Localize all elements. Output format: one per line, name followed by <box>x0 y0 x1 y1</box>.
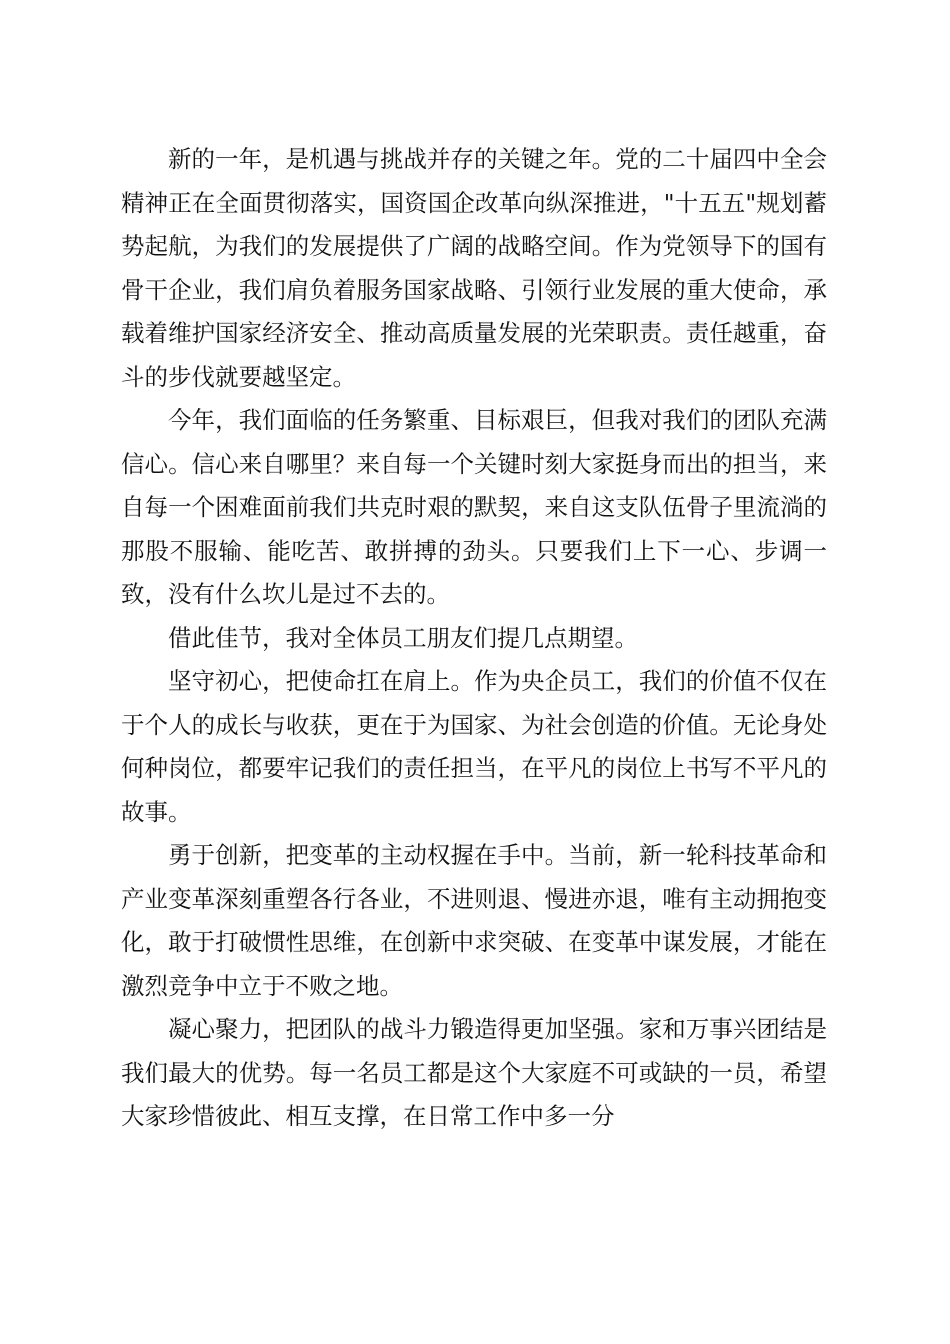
paragraph-5: 勇于创新，把变革的主动权握在手中。当前，新一轮科技革命和产业变革深刻重塑各行各业，不进则退、慢进亦退，唯有主动拥抱变化，敢于打破惯性思维，在创新中求突破、在变革中谋发展，才能在激烈竞争中立于不败之地。 <box>121 841 827 1000</box>
paragraph-4: 坚守初心，把使命扛在肩上。作为央企员工，我们的价值不仅在于个人的成长与收获，更在于为国家、为社会创造的价值。无论身处何种岗位，都要牢记我们的责任担当，在平凡的岗位上书写不平凡的故事。 <box>121 667 827 826</box>
paragraph-2: 今年，我们面临的任务繁重、目标艰巨，但我对我们的团队充满信心。信心来自哪里？来自每一个关键时刻大家挺身而出的担当，来自每一个困难面前我们共克时艰的默契，来自这支队伍骨子里流淌的那股不服输、能吃苦、敢拼搏的劲头。只要我们上下一心、步调一致，没有什么坎儿是过不去的。 <box>121 406 827 608</box>
paragraph-3: 借此佳节，我对全体员工朋友们提几点期望。 <box>168 623 638 652</box>
document-body <box>121 138 827 1139</box>
paragraph-1: 新的一年，是机遇与挑战并存的关键之年。党的二十届四中全会精神正在全面贯彻落实，国资国企改革向纵深推进，"十五五"规划蓄势起航，为我们的发展提供了广阔的战略空间。作为党领导下的国有骨干企业，我们肩负着服务国家战略、引领行业发展的重大使命，承载着维护国家经济安全、推动高质量发展的光荣职责。责任越重，奋斗的步伐就要越坚定。 <box>121 145 827 391</box>
paragraph-6: 凝心聚力，把团队的战斗力锻造得更加坚强。家和万事兴团结是我们最大的优势。每一名员工都是这个大家庭不可或缺的一员，希望大家珍惜彼此、相互支撑，在日常工作中多一分 <box>121 1015 827 1130</box>
